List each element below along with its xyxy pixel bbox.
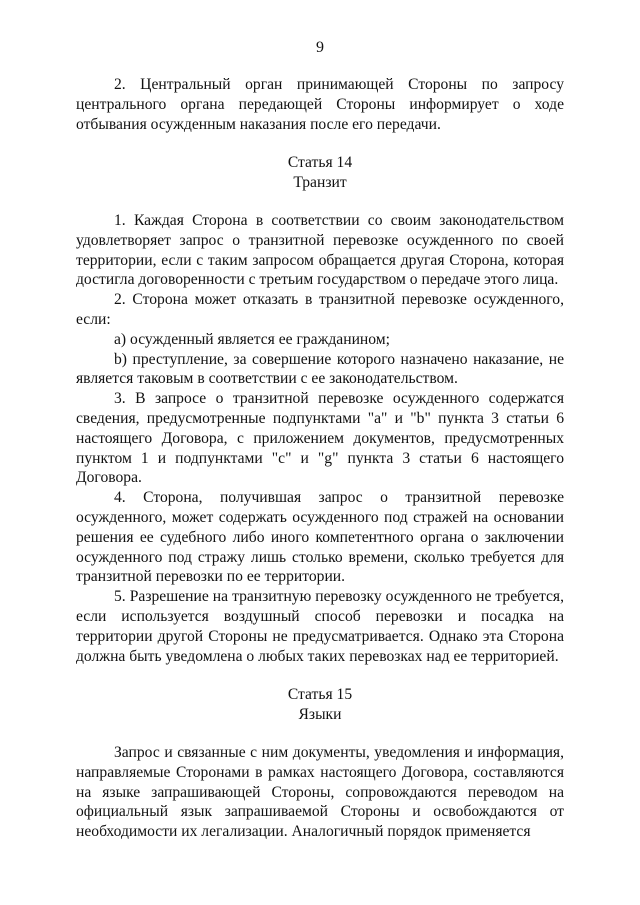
paragraph-1-art15: Запрос и связанные с ним документы, уведомления и информация, направляемые Сторонами в рамках настоящего Договора, составляются на языке запрашивающей Стороны, сопровождаются переводом на официальный язык запрашиваемой Стороны и освобождаются от необходимости их легализации. Аналогичный порядок применяется [76, 743, 564, 841]
document-body [76, 75, 564, 842]
paragraph-2-art13: 2. Центральный орган принимающей Стороны по запросу центрального органа передающей Стороны информирует о ходе отбывания осужденным наказания после его передачи. [76, 76, 564, 133]
article-14-number: Статья 14 [287, 154, 353, 172]
paragraph-3-art14: 3. В запросе о транзитной перевозке осужденного содержатся сведения, предусмотренные подпунктами "a" и "b" пункта 3 статьи 6 настоящего Договора, с приложением документов, предусмотренных пунктом 1 и подпунктами "c" и "g" пункта 3 статьи 6 настоящего Договора. [76, 390, 564, 487]
paragraph-4-art14: 4. Сторона, получившая запрос о транзитной перевозке осужденного, может содержать осужденного под стражей на основании решения ее судебного либо иного компетентного органа о заключении осужденного под стражу лишь столько времени, сколько требуется для транзитной перевозки по ее территории. [76, 489, 564, 586]
paragraph-2-art14: 2. Сторона может отказать в транзитной перевозке осужденного, если: [76, 291, 564, 328]
paragraph-1-art14: 1. Каждая Сторона в соответствии со своим законодательством удовлетворяет запрос о транзитной перевозке осужденного по своей территории, если с таким запросом обращается другая Сторона, которая достигла договоренности с третьим государством о передаче этого лица. [76, 211, 564, 289]
subitem-b: b) преступление, за совершение которого назначено наказание, не является таковым в соответствии с ее законодательством. [76, 350, 564, 388]
subitem-a: a) осужденный является ее гражданином; [114, 330, 390, 348]
page-number: 9 [316, 39, 324, 56]
article-15-title: Языки [298, 706, 342, 724]
article-15-number: Статья 15 [287, 686, 353, 704]
paragraph-5-art14: 5. Разрешение на транзитную перевозку осужденного не требуется, если используется воздушный способ перевозки и посадка на территории другой Стороны не предусматривается. Однако эта Сторона должна быть уведомлена о любых таких перевозках над ее территорией. [76, 588, 564, 665]
article-14-title: Транзит [293, 174, 347, 192]
